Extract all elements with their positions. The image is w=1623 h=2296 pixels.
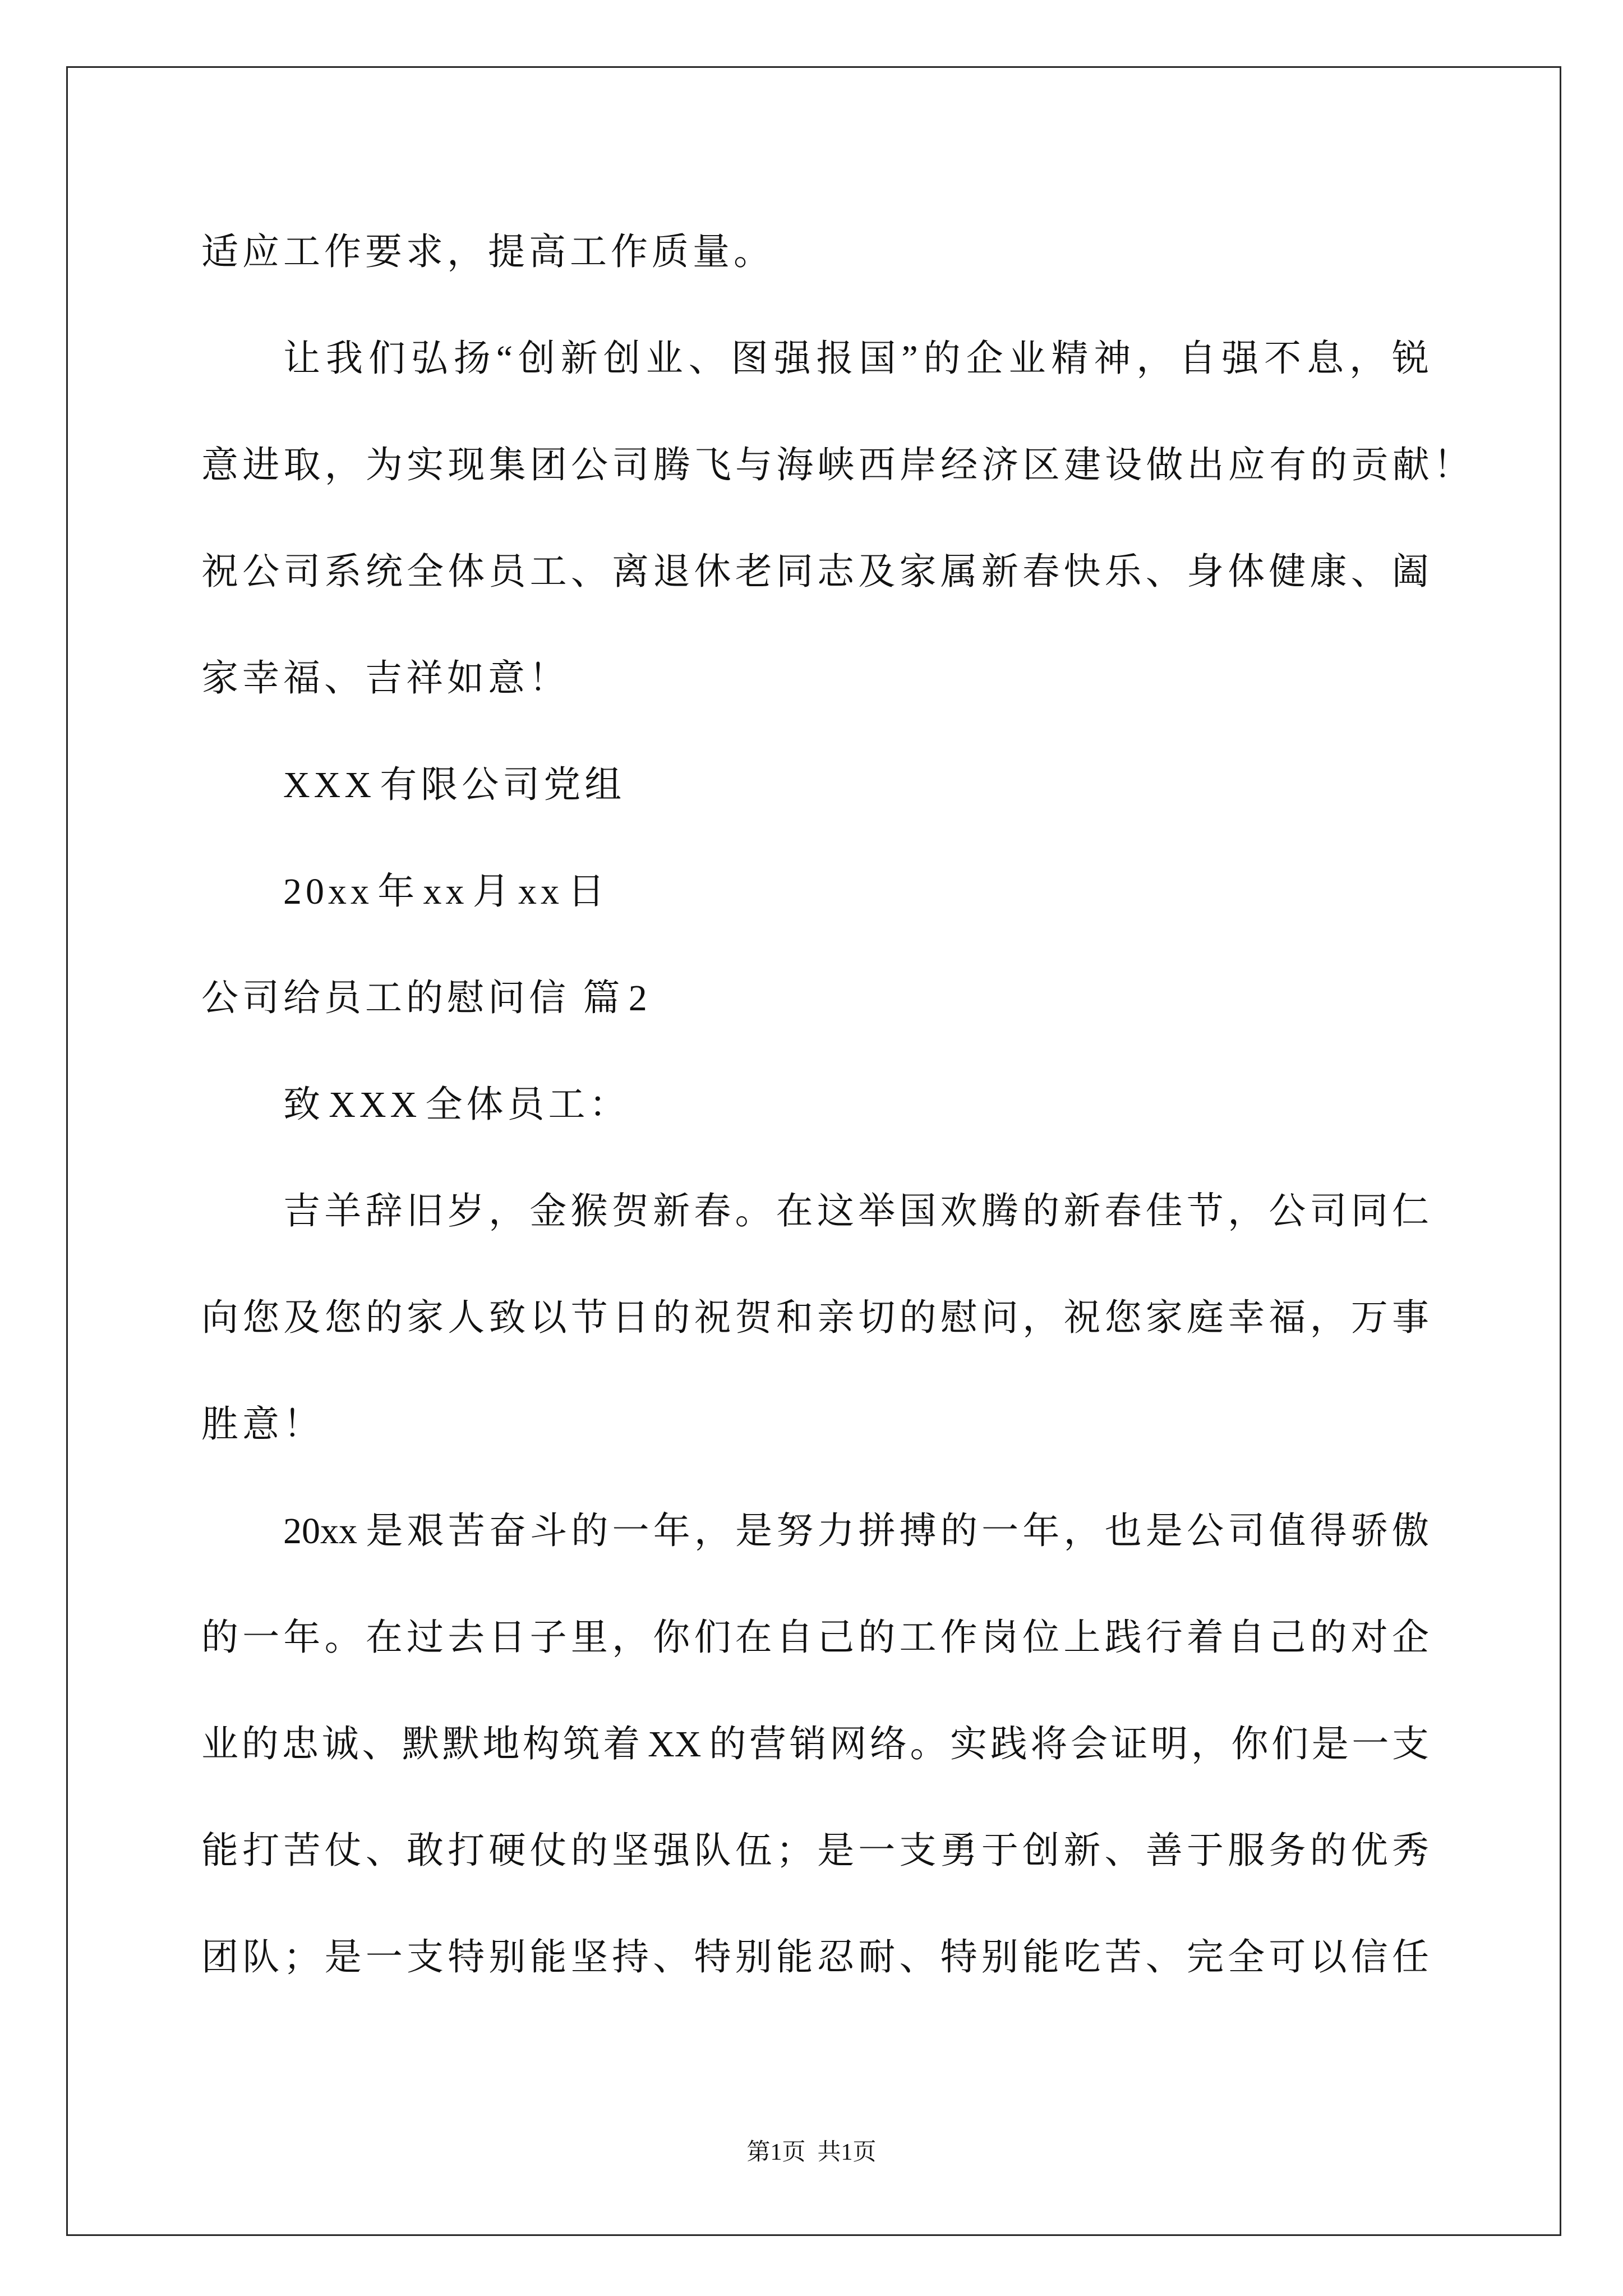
paragraph-line: 向您及您的家人致以节日的祝贺和亲切的慰问，祝您家庭幸福，万事: [201, 1297, 1429, 1338]
signature-line: XXX有限公司党组: [283, 765, 626, 806]
paragraph-line: 适应工作要求，提高工作质量。: [201, 232, 774, 273]
paragraph-line: 20xx是艰苦奋斗的一年，是努力拼搏的一年，也是公司值得骄傲: [283, 1511, 1429, 1552]
paragraph-line: 家幸福、吉祥如意！: [201, 658, 570, 699]
page-footer: 第1页 共1页: [746, 2139, 877, 2165]
section-heading: 公司给员工的慰问信 篇2: [201, 978, 651, 1019]
paragraph-line: 的一年。在过去日子里，你们在自己的工作岗位上践行着自己的对企: [201, 1617, 1429, 1658]
paragraph-line: 祝公司系统全体员工、离退休老同志及家属新春快乐、身体健康、阖: [201, 551, 1429, 592]
paragraph-line: 能打苦仗、敢打硬仗的坚强队伍；是一支勇于创新、善于服务的优秀: [201, 1830, 1429, 1871]
paragraph-line: 业的忠诚、默默地构筑着XX的营销网络。实践将会证明，你们是一支: [201, 1724, 1429, 1765]
salutation-line: 致XXX全体员工：: [283, 1084, 630, 1125]
paragraph-line: 意进取，为实现集团公司腾飞与海峡西岸经济区建设做出应有的贡献！: [201, 445, 1470, 486]
document-body: [201, 199, 1470, 2011]
paragraph-line: 胜意！: [201, 1404, 324, 1445]
paragraph-line: 团队；是一支特别能坚持、特别能忍耐、特别能吃苦、完全可以信任: [201, 1937, 1429, 1978]
paragraph-line: 吉羊辞旧岁，金猴贺新春。在这举国欢腾的新春佳节，公司同仁: [283, 1191, 1429, 1232]
paragraph-line: 让我们弘扬“创新创业、图强报国”的企业精神，自强不息，锐: [283, 338, 1429, 379]
date-line: 20xx年xx月xx日: [283, 871, 609, 912]
